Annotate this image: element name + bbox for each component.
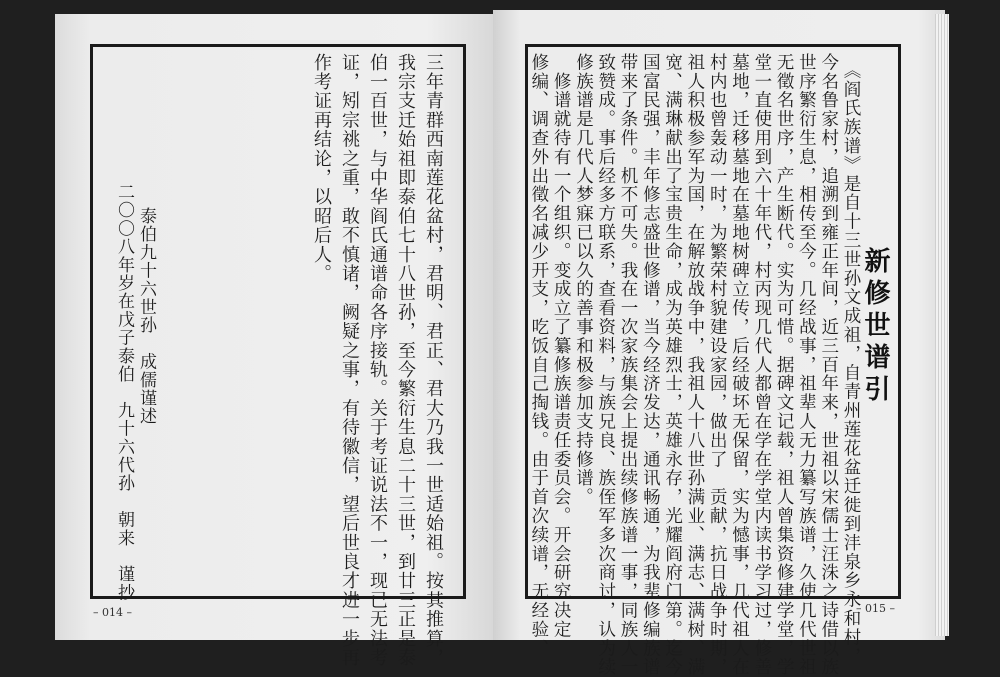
chapter-title: 新修世谱引 xyxy=(860,247,890,407)
page-edges xyxy=(935,14,949,636)
left-book-page xyxy=(55,14,493,668)
text-column: 《阎氏族谱》是自十三世孙文成祖，自青州莲花盆迁徙到沣泉乡永和村， xyxy=(841,61,861,666)
text-column: 宽、满琳献出了宝贵生命，成为英雄烈士，英雄永存，光耀阎府门第。迄今 xyxy=(662,53,683,677)
text-column: 村内也曾轰动一时，为繁荣村貌建设家园，做出了 贡献，抗日战争时期， xyxy=(707,53,728,677)
text-column: 墓地，迁移墓地在墓地树碑立传，后经破坏无保留，实为憾事，几代祖人在 xyxy=(729,53,750,677)
text-column: 我宗支迁始祖即泰伯七十八世孙，至今繁衍生息二十三世，到廿三正是泰 xyxy=(395,53,416,668)
right-book-page xyxy=(493,10,945,677)
text-column: 作考证再结论，以昭后人。 xyxy=(311,53,332,284)
text-column: 证，矧宗祧之重，敢不慎诸，阙疑之事，有待徽信，望后世良才进一步再 xyxy=(339,53,360,668)
text-column: 伯一百世，与中华阎氏通谱命各序接轨。关于考证说法不一，现已无法考 xyxy=(367,53,388,668)
right-page-body xyxy=(528,53,862,677)
text-column: 无徵名世序，产生断代。实为可惜。据碑文记载，祖人曾集资修建学堂，学 xyxy=(774,53,795,677)
page-number: – 015 – xyxy=(856,602,895,615)
page-number: – 014 – xyxy=(93,606,132,619)
left-page-body xyxy=(307,53,447,667)
signature-block xyxy=(113,183,157,602)
text-column: 致赞成。事后经多方联系，查看资料，与族兄良、族侄军多次商讨，认为续 xyxy=(595,53,616,677)
text-column: 三年青群西南莲花盆村，君明、君正、君大乃我一世适始祖。按其推算， xyxy=(423,53,444,668)
text-column: 堂一直使用到六十年代，村丙现几代人都曾在学在学堂内读书学习过，修善 xyxy=(751,53,772,677)
text-column: 今名鲁家村，追溯到雍正年间，近三百年来，世祖以宋儒士汪洙之诗借以族 xyxy=(818,53,839,677)
text-column: 修族谱是几代人梦寐已以久的善事和极参加支持修谱。 xyxy=(573,53,594,507)
signature-line: 二〇〇八年岁在戊子泰伯 九十六代孙 朝来 谨抄 xyxy=(114,183,134,602)
text-column: 祖人积极参军为国，在解放战争中，我祖人十八世孙满业、满志、满树、满 xyxy=(684,53,705,677)
text-column: 世序繁衍生息，相传至今。几经战事，祖辈人无力纂写族谱，久使几代世祖 xyxy=(796,53,817,677)
text-column: 修谱就待有一个组织。变成立了纂修族谱责任委员会。开会研究决定 xyxy=(551,53,572,639)
text-column: 国富民强，丰年修志盛世修谱，当今经济发达，通讯畅通，为我辈修编族谱 xyxy=(640,53,661,677)
text-column: 带来了条件。机不可失。我在一次家族集会上提出续修族谱一事，同族人一 xyxy=(618,53,639,677)
signature-line: 泰伯九十六世孙 成儒谨述 xyxy=(136,207,156,426)
text-column: 修编、调查外出徵名减少开支，吃饭自己掏钱。由于首次续谱，无经验、 xyxy=(528,53,549,658)
